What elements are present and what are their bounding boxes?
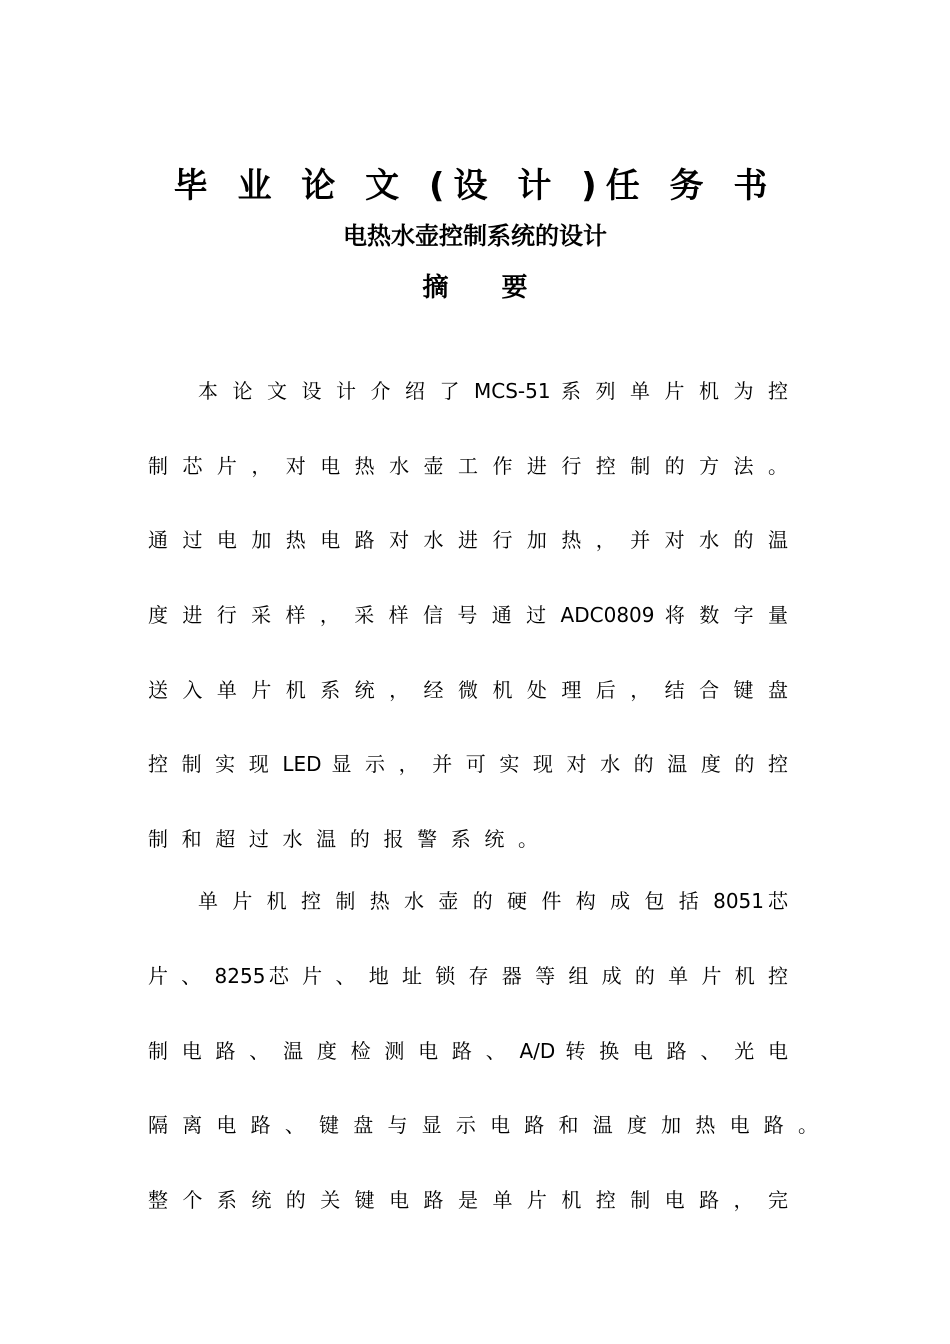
document-title: 毕 业 论 文 (设 计 )任 务 书	[173, 166, 777, 206]
abstract-line: 片 、 8255芯 片 、 地 址 锁 存 器 等 组 成 的 单 片 机 控	[148, 964, 788, 988]
abstract-line: 整 个 系 统 的 关 键 电 路 是 单 片 机 控 制 电 路 ， 完	[148, 1188, 788, 1212]
abstract-line: 单 片 机 控 制 热 水 壶 的 硬 件 构 成 包 括 8051芯	[198, 889, 788, 913]
abstract-line: 制 芯 片 ， 对 电 热 水 壶 工 作 进 行 控 制 的 方 法 。	[148, 454, 788, 478]
abstract-line: 制 和 超 过 水 温 的 报 警 系 统 。	[148, 827, 538, 851]
abstract-heading: 摘 要	[422, 273, 550, 303]
abstract-line: 通 过 电 加 热 电 路 对 水 进 行 加 热 ， 并 对 水 的 温	[148, 528, 788, 552]
abstract-line: 本 论 文 设 计 介 绍 了 MCS-51 系 列 单 片 机 为 控	[198, 379, 788, 403]
abstract-line: 隔 离 电 路 、 键 盘 与 显 示 电 路 和 温 度 加 热 电 路 。	[148, 1113, 818, 1137]
abstract-line: 制 电 路 、 温 度 检 测 电 路 、 A/D 转 换 电 路 、 光 电	[148, 1039, 788, 1063]
abstract-line: 控 制 实 现 LED 显 示 ， 并 可 实 现 对 水 的 温 度 的 控	[148, 752, 788, 776]
document-subtitle: 电热水壶控制系统的设计	[343, 222, 607, 250]
abstract-line: 送 入 单 片 机 系 统 ， 经 微 机 处 理 后 ， 结 合 键 盘	[148, 678, 788, 702]
abstract-line: 度 进 行 采 样 ， 采 样 信 号 通 过 ADC0809 将 数 字 量	[148, 603, 788, 627]
